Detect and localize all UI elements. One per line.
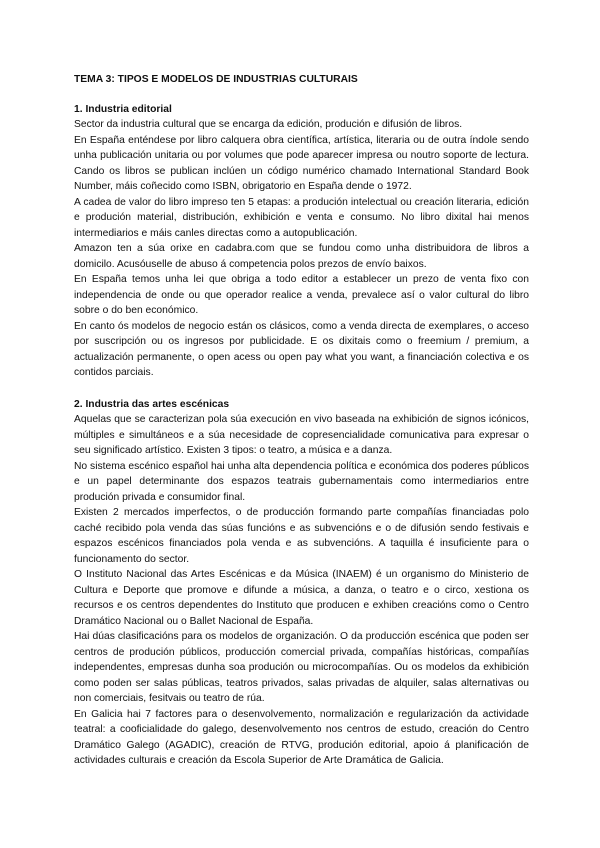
paragraph: No sistema escénico español hai unha alta dependencia política e económica dos poderes públicos e un papel determinante dos espazos teatrais gubernamentais como intermediarios entre produción privada e consumidor final. xyxy=(74,460,529,503)
document-title: TEMA 3: TIPOS E MODELOS DE INDUSTRIAS CULTURAIS xyxy=(74,74,358,85)
paragraph: En Galicia hai 7 factores para o desenvolvemento, normalización e regularización da actividade teatral: a cooficialidade do galego, desenvolvemento nos centros de estudo, creación do Centro Dramático Galego (AGADIC), creación de RTVG, produción editorial, apoio á planificación de actividades culturais e creación da Escola Superior de Arte Dramática de Galicia. xyxy=(74,708,529,766)
section-heading: 2. Industria das artes escénicas xyxy=(74,398,230,410)
document-page xyxy=(74,72,529,785)
paragraph: Existen 2 mercados imperfectos, o de producción formando parte compañías financiadas polo caché recibido pola venda das súas funcións e as subvencións e o de difusión sendo festivais e espazos escénicos financiados pola venda e as subvencións. A taquilla é insuficiente para o funcionamento do sector. xyxy=(74,507,529,565)
paragraph: Sector da industria cultural que se encarga da edición, produción e difusión de libros. xyxy=(74,119,463,130)
paragraph: En canto ós modelos de negocio están os clásicos, como a venda directa de exemplares, o acceso por suscripción ou os ingresos por publicidade. E os dixitais como o freemium / premium, a actualización permanente, o open acess ou open pay what you want, a financiación colectiva e os contidos parciais. xyxy=(74,320,529,378)
section-industria-editorial xyxy=(74,102,529,381)
paragraph: En España enténdese por libro calquera obra científica, artística, literaria ou de outra índole sendo unha publicación unitaria ou por volumes que pode aparecer impresa ou noutro soporte de lectura. Cando os libros se publican inclúen un código numérico chamado International Standard Book Number, máis coñecido como ISBN, obrigatorio en España dende o 1972. xyxy=(74,134,529,192)
paragraph: Amazon ten a súa orixe en cadabra.com que se fundou como unha distribuidora de libros a domicilo. Acusóuselle de abuso á competencia polos prezos de envío baixos. xyxy=(74,243,529,270)
paragraph: Hai dúas clasificacións para os modelos de organización. O da producción escénica que poden ser centros de produción públicos, producción comercial privada, compañías históricas, compañías independentes, empresas dunha soa produción ou microcompañías. Ou os modelos da exhibición como poden ser salas públicas, teatros privados, salas privadas de alquiler, salas alternativas ou non comerciais, fesitvais ou teatro de rúa. xyxy=(74,631,529,704)
paragraph: Aquelas que se caracterizan pola súa execución en vivo baseada na exhibición de signos icónicos, múltiples e simultáneos e a súa necesidade de copresencialidade comunicativa para expresar o seu significado artístico. Existen 3 tipos: o teatro, a música e a danza. xyxy=(74,414,529,456)
paragraph: En España temos unha lei que obriga a todo editor a establecer un prezo de venta fixo con independencia de onde ou que operador realice a venda, prevalece así o valor cultural do libro sobre o do ben económico. xyxy=(74,274,529,316)
section-artes-escenicas xyxy=(74,397,529,769)
paragraph: O Instituto Nacional das Artes Escénicas e da Música (INAEM) é un organismo do Ministerio de Cultura e Deporte que promove e difunde a música, a danza, o teatro e o circo, xestiona os recursos e os centros dependentes do Instituto que producen e exhiben creacións como o Centro Dramático Nacional ou o Ballet Nacional de España. xyxy=(74,569,529,627)
paragraph: A cadea de valor do libro impreso ten 5 etapas: a produción intelectual ou creación literaria, edición e produción material, distribución, exhibición e venta e consumo. No libro dixital hai menos intermediarios e máis canles directas como a autopublicación. xyxy=(74,196,529,239)
section-heading: 1. Industria editorial xyxy=(74,103,172,115)
